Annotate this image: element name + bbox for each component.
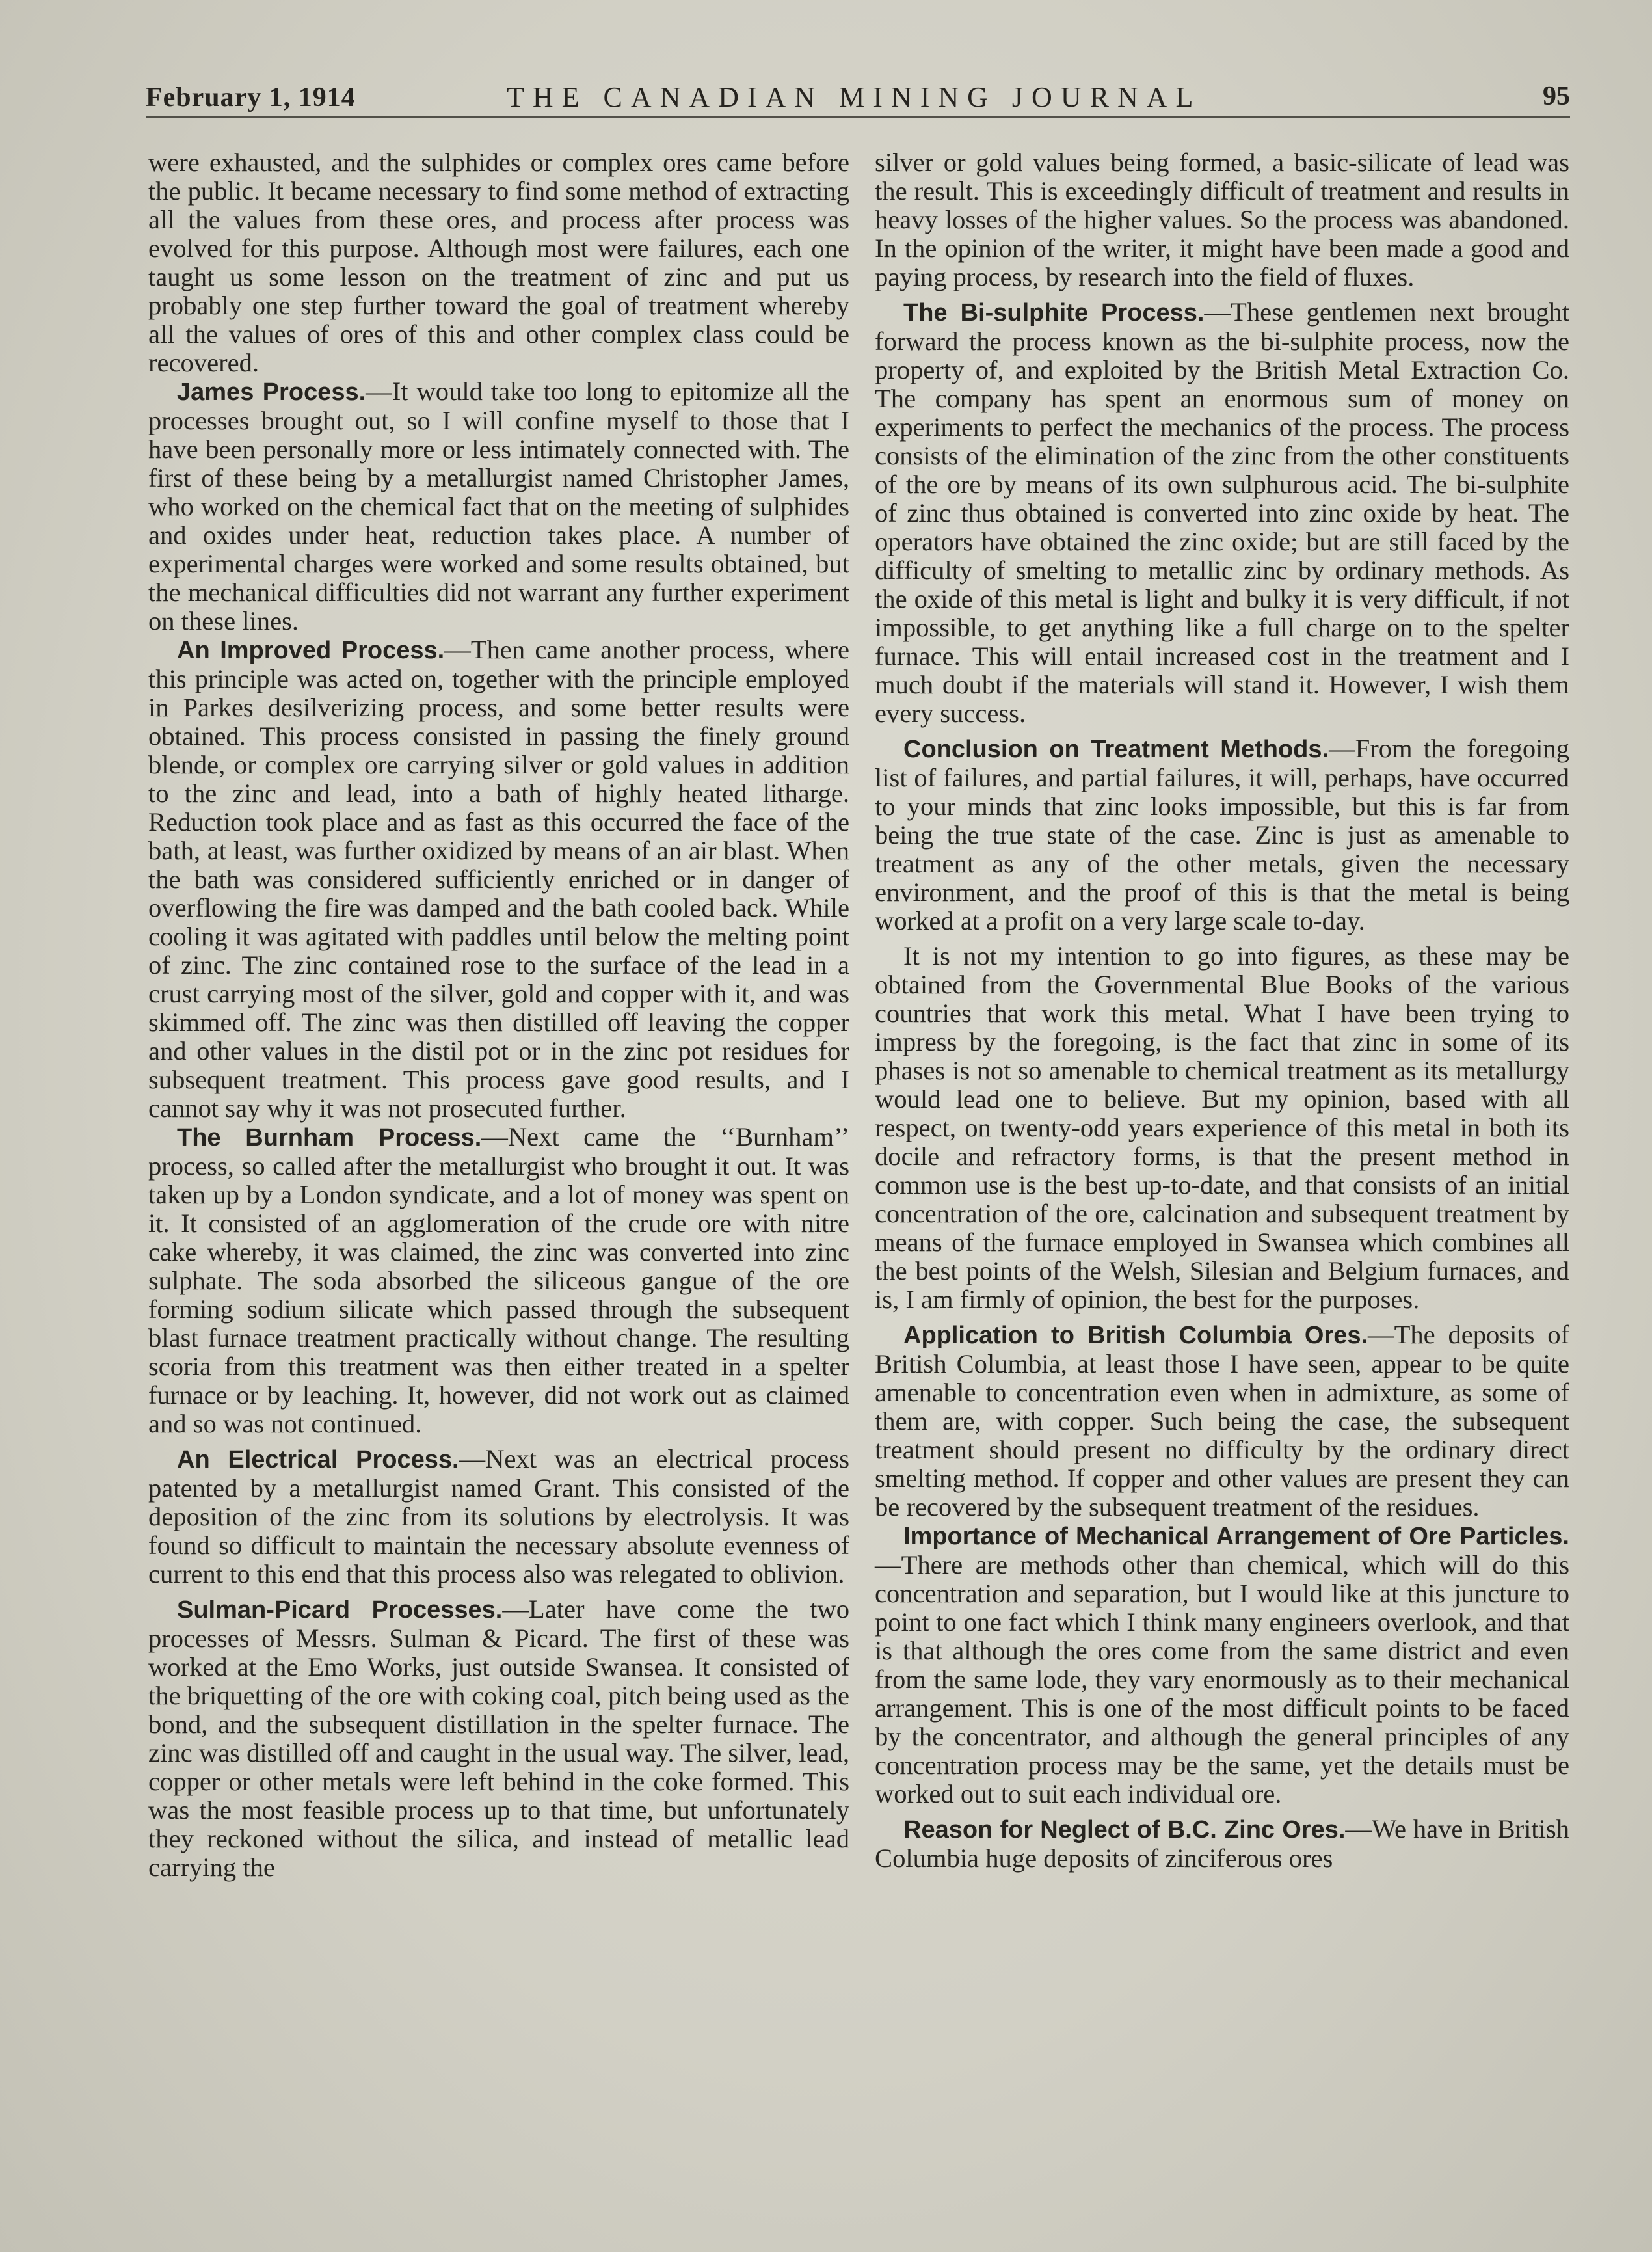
section-bi-sulphite: The Bi-sulphite Process.—These gentlemen next brought forward the process known as the bi-sulphite process, now the property of, and exploited by the British Metal Extraction Co. The company has spent an enormous sum of money on experiments to perfect the mechanics of the process. The process consists of the elimination of the zinc from the other constituents of the ore by means of its own sulphurous acid. The bi-sulphite of zinc thus obtained is converted into zinc oxide by heat. The operators have obtained the zinc oxide; but are still faced by the difficulty of smelting to metallic zinc by ordinary methods. As the oxide of this metal is light and bulky it is very difficult, if not impossible, to get anything like a full charge on to the spelter furnace. This will entail increased cost in the treatment and I much doubt if the materials will stand it. However, I wish them every success. bbox=[875, 297, 1569, 728]
right-column bbox=[875, 148, 1569, 1873]
section-heading: The Burnham Process. bbox=[177, 1124, 482, 1151]
section-heading: Sulman-Picard Processes. bbox=[177, 1596, 503, 1624]
journal-title: THE CANADIAN MINING JOURNAL bbox=[507, 81, 1202, 113]
running-header bbox=[146, 78, 1570, 120]
section-heading: An Improved Process. bbox=[177, 637, 445, 664]
section-sulman-picard: Sulman-Picard Processes.—Later have come the two processes of Messrs. Sulman & Picard. The first of these was worked at the Emo Works, just outside Swansea. It consisted of the briquetting of the ore with coking coal, pitch being used as the bond, and the subsequent distillation in the spelter furnace. The zinc was distilled off and caught in the usual way. The silver, lead, copper or other metals were left behind in the coke formed. This was the most feasible process up to that time, but unfortunately they reckoned without the silica, and instead of metallic lead carrying the bbox=[148, 1594, 849, 1882]
section-improved-process: An Improved Process.—Then came another process, where this principle was acted on, together with the principle employed in Parkes desilverizing process, and some better results were obtained. This process consisted in passing the finely ground blende, or complex ore carrying silver or gold values in addition to the zinc and lead, into a bath of highly heated litharge. Reduction took place and as fast as this occurred the face of the bath, at least, was further oxidized by means of an air blast. When the bath was considered sufficiently enriched or in danger of overflowing the fire was damped and the bath cooled back. While cooling it was agitated with paddles until below the melting point of zinc. The zinc contained rose to the surface of the lead in a crust carrying most of the silver, gold and copper with it, and was skimmed off. The zinc was then distilled off leaving the copper and other values in the distil pot or in the zinc pot residues for subsequent treatment. This process gave good results, and I cannot say why it was not prosecuted further. bbox=[148, 635, 849, 1123]
section-bc-ores: Application to British Columbia Ores.—The deposits of British Columbia, at least those I have seen, appear to be quite amenable to concentration even when in admixture, as some of them are, with copper. Such being the case, the subsequent treatment should present no difficulty by the ordinary direct smelting method. If copper and other values are present they can be recovered by the subsequent treatment of the residues. bbox=[875, 1320, 1569, 1521]
section-mechanical-arrangement: Importance of Mechanical Arrangement of Ore Particles.—There are methods other than chemical, which will do this concentration and separation, but I would like at this juncture to point to one fact which I think many engineers overlook, and that is that although the ores come from the same district and even from the same lode, they vary enormously as to their mechanical arrangement. This is one of the most difficult points to be faced by the concentrator, and although the general principles of any concentration process may be the same, yet the details must be worked out to suit each individual ore. bbox=[875, 1523, 1569, 1808]
paragraph-continuation: were exhausted, and the sulphides or complex ores came before the public. It became necessary to find some method of extracting all the values from these ores, and process after process was evolved for this purpose. Although most were failures, each one taught us some lesson on the treatment of zinc and put us probably one step further toward the goal of treatment whereby all the values of ores of this and other complex class could be recovered. bbox=[148, 148, 849, 377]
section-heading: Application to British Columbia Ores. bbox=[903, 1322, 1368, 1349]
section-heading: James Process. bbox=[177, 379, 366, 406]
left-column bbox=[148, 148, 849, 1882]
page-number: 95 bbox=[1543, 81, 1570, 111]
section-electrical-process: An Electrical Process.—Next was an electrical process patented by a metallurgist named Grant. This consisted of the deposition of the zinc from its solutions by electrolysis. It was found so difficult to maintain the necessary absolute evenness of current to this end that this process also was relegated to oblivion. bbox=[148, 1444, 849, 1588]
section-heading: An Electrical Process. bbox=[177, 1446, 459, 1473]
section-heading: Importance of Mechanical Arrangement of Ore Particles. bbox=[903, 1523, 1569, 1550]
section-burnham-process: The Burnham Process.—Next came the ‘‘Burnham’’ process, so called after the metallurgist who brought it out. It was taken up by a London syndicate, and a lot of money was spent on it. It consisted of an agglomeration of the crude ore with nitre cake whereby, it was claimed, the zinc was converted into zinc sulphate. The soda absorbed the siliceous gangue of the ore forming sodium silicate which passed through the subsequent blast furnace treatment practically without change. The resulting scoria from this treatment was then either treated in a spelter furnace or by leaching. It, however, did not work out as claimed and so was not continued. bbox=[148, 1122, 849, 1438]
paragraph-continuation: silver or gold values being formed, a basic-silicate of lead was the result. This is exceedingly difficult of treatment and results in heavy losses of the higher values. So the process was abandoned. In the opinion of the writer, it might have been made a good and paying process, by research into the field of fluxes. bbox=[875, 148, 1569, 291]
section-neglect-bc-zinc: Reason for Neglect of B.C. Zinc Ores.—We have in British Columbia huge deposits of zinciferous ores bbox=[875, 1814, 1570, 1873]
header-rule bbox=[146, 116, 1570, 118]
section-james-process: James Process.—It would take too long to epitomize all the processes brought out, so I will confine myself to those that I have been personally more or less intimately connected with. The first of these being by a metallurgist named Christopher James, who worked on the chemical fact that on the meeting of sulphides and oxides under heat, reduction takes place. A number of experimental charges were worked and some results obtained, but the mechanical difficulties did not warrant any further experiment on these lines. bbox=[148, 377, 850, 636]
section-heading: Reason for Neglect of B.C. Zinc Ores. bbox=[903, 1816, 1346, 1843]
issue-date: February 1, 1914 bbox=[146, 83, 356, 113]
section-heading: Conclusion on Treatment Methods. bbox=[903, 736, 1329, 763]
paragraph-figures: It is not my intention to go into figures, as these may be obtained from the Governmental Blue Books of the various countries that work this metal. What I have been trying to impress by the foregoing, is the fact that zinc in some of its phases is not so amenable to chemical treatment as its metallurgy would lead one to believe. But my opinion, based with all respect, on twenty-odd years experience of this metal in both its docile and refractory forms, is that the present method in common use is the best up-to-date, and that consists of an initial concentration of the ore, calcination and subsequent treatment by means of the furnace employed in Swansea which combines all the best points of the Welsh, Silesian and Belgium furnaces, and is, I am firmly of opinion, the best for the purposes. bbox=[875, 941, 1569, 1314]
section-conclusion: Conclusion on Treatment Methods.—From the foregoing list of failures, and partial failures, it will, perhaps, have occurred to your minds that zinc looks impossible, but this is far from being the true state of the case. Zinc is just as amenable to treatment as any of the other metals, given the necessary environment, and the proof of this is that the metal is being worked at a profit on a very large scale to-day. bbox=[875, 734, 1569, 935]
section-heading: The Bi-sulphite Process. bbox=[903, 299, 1205, 327]
